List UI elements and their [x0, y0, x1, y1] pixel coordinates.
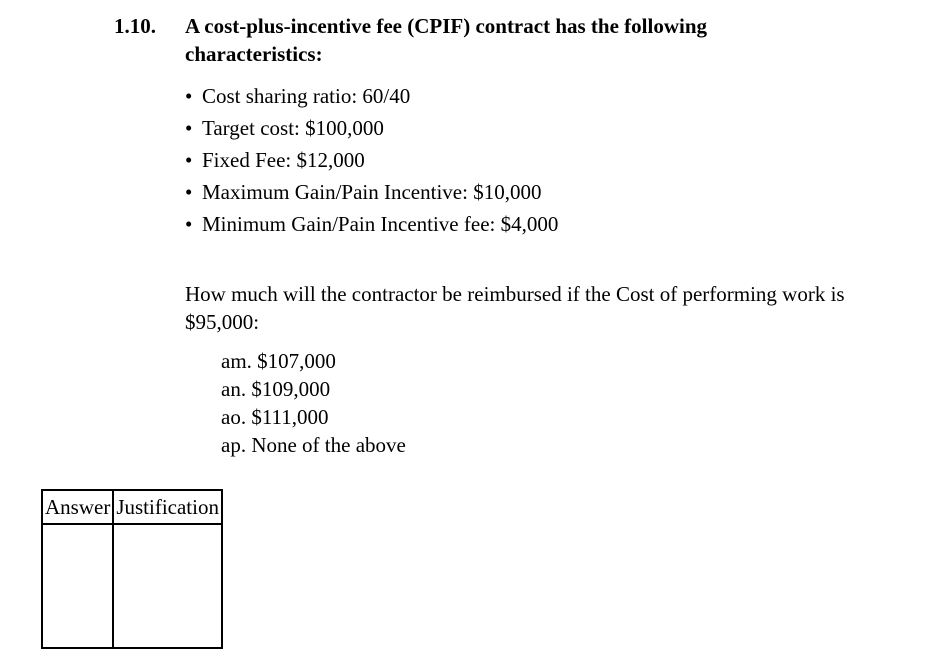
question-heading [114, 12, 814, 68]
characteristic-item: • Fixed Fee: $12,000 [185, 144, 558, 176]
question-title-line1: 1.10. A cost-plus-incentive fee (CPIF) contract has the following [114, 14, 708, 38]
answer-cell[interactable] [42, 524, 113, 648]
characteristic-item: • Maximum Gain/Pain Incentive: $10,000 [185, 176, 558, 208]
option-am: am. $107,000 [221, 349, 336, 373]
option-ap: ap. None of the above [221, 433, 406, 457]
answer-options [221, 347, 406, 459]
question-prompt: How much will the contractor be reimbursed if the Cost of performing work is $95,000: [185, 282, 845, 334]
characteristic-item: • Minimum Gain/Pain Incentive fee: $4,000 [185, 208, 558, 240]
option-ao: ao. $111,000 [221, 405, 329, 429]
question-title-line2: characteristics: [185, 42, 323, 66]
characteristic-item: • Cost sharing ratio: 60/40 [185, 80, 558, 112]
characteristic-item: • Target cost: $100,000 [185, 112, 558, 144]
answer-header: Answer [42, 490, 113, 524]
characteristics-list [185, 80, 558, 240]
option-an: an. $109,000 [221, 377, 331, 401]
justification-cell[interactable] [113, 524, 222, 648]
justification-header: Justification [113, 490, 222, 524]
question-number: 1.10. [114, 14, 156, 38]
answer-table [41, 489, 223, 649]
